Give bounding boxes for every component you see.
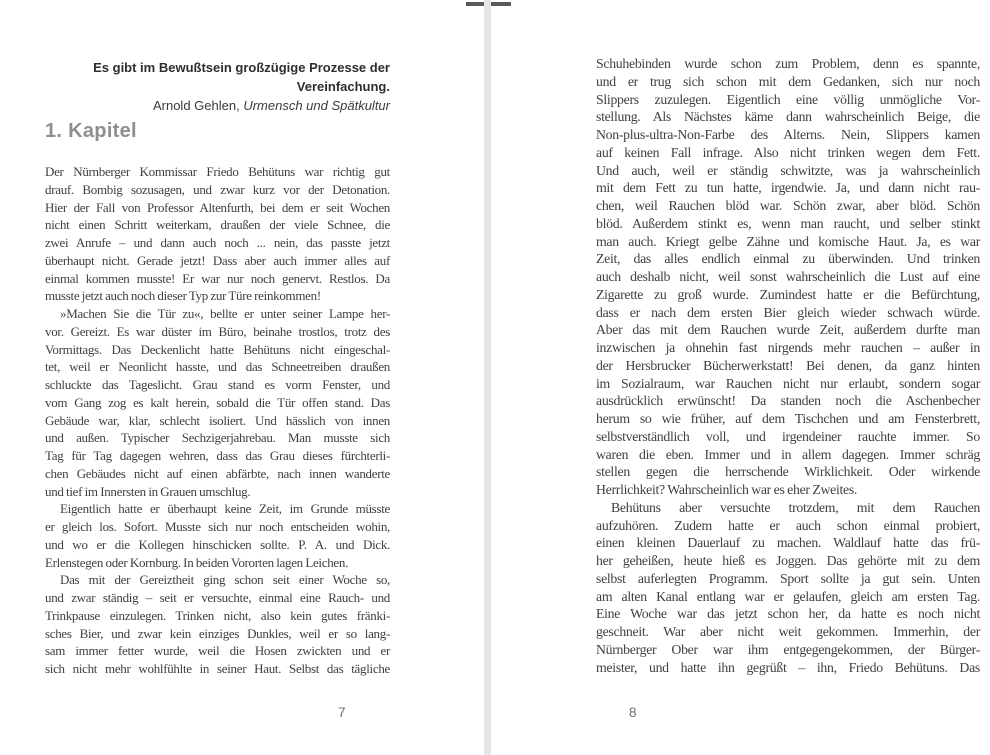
text-line: man auch. Kriegt gelbe Zähne und komische Haut. Ja, es war [596,233,980,249]
text-line: nicht einen Schritt weiterkam, draußen der viele Schnee, die [45,217,390,233]
body-paragraph [45,305,390,500]
text-line: Der Nürnberger Kommissar Friedo Behütuns war richtig gut [45,164,390,179]
text-line: stellen gegen die herrschende Wirklichkeit. Oder wirkende [596,464,980,480]
text-line: überhaupt nicht. Gerade jetzt! Dass aber auch immer alles auf [45,252,390,268]
text-line: drauf. Bombig sozusagen, und zwar kurz vor der Detonation. [45,181,390,197]
body-paragraph [45,163,390,305]
text-line: Erlenstegen oder Kornburg. In beiden Vororten lagen Leichen. [45,554,349,570]
text-line: waren die eben. Immer und in allem dagegen. Immer schräg [596,446,980,462]
text-line: herum so wie früher, auf dem Tischchen und am Fensterbrett, [596,411,980,426]
text-line: Eigentlich hatte er überhaupt keine Zeit, im Grunde müsste [60,501,390,517]
text-line: Gebäude war, klar, schlecht isoliert. Und hässlich von innen [45,412,390,428]
text-line: im Sozialraum, war Rauchen nicht nur erlaubt, sondern sogar [596,375,980,391]
epigraph-work-title: Urmensch und Spätkultur [243,98,390,113]
text-line: chen Gebäudes nicht auf einen abfärbte, nach innen wanderte [45,465,390,481]
text-line: Aber das mit dem Rauchen wurde Zeit, außerdem durfte man [596,322,980,338]
text-line: selbst auferlegten Programm. Sport sollte ja gut sein. Unten [596,570,980,586]
left-page [45,0,390,755]
text-line: Nürnberger Ober war ihm entgegengekommen, der Bürger- [596,641,980,657]
text-line: mit dem Fett zu tun hatte, irgendwie. Ja, und dann nicht rau- [596,180,980,196]
text-line: einmal kommen musste! Er war nur noch genervt. Restlos. Da [45,270,390,286]
epigraph-quote: Es gibt im Bewußtsein großzügige Prozesse der Vereinfachung. [93,60,390,94]
body-paragraph [596,55,980,499]
text-line: her geheißen, heute hieß es Joggen. Das gehörte mit zu dem [596,553,980,568]
text-line: Behütuns aber versuchte trotzdem, mit dem Rauchen [611,499,980,515]
text-line: dass er nach dem ersten Bier gleich wieder schwach würde. [596,304,980,320]
page-number-right: 8 [629,705,637,720]
text-line: und wo er die Kollegen hinschicken sollte. P. A. und Dick. [45,536,390,552]
text-line: und außen. Typischer Sechzigerjahrebau. Man musste sich [45,430,390,446]
text-line: Hier der Fall von Professor Altenfurth, bei dem er seit Wochen [45,199,390,215]
text-line: Vormittags. Das Deckenlicht hatte Behütuns nicht eingeschal- [45,341,390,357]
text-line: am alten Kanal entlang war er gelaufen, gleich am ersten Tag. [596,588,980,604]
text-line: »Machen Sie die Tür zu«, bellte er unter seiner Lampe her- [60,306,390,321]
text-line: Herrlichkeit? Wahrscheinlich war es eher Zweites. [596,482,858,497]
epigraph [45,58,390,115]
text-line: vom Gang zog es kalt herein, sobald die Tür offen stand. Das [45,394,390,410]
text-line: und tief im Innersten in Grauen umschlug. [45,483,251,499]
text-line: Schuhebinden wurde schon zum Problem, denn es spannte, [596,56,980,71]
text-line: der Hersbrucker Bücherwerkstatt! Bei denen, da ganz hinten [596,357,980,373]
text-line: Trinkpause einzulegen. Trinken nicht, also kein gutes fränki- [45,607,390,623]
text-line: blöd. Außerdem stinkt es, wenn man raucht, und selber stinkt [596,215,980,231]
text-line: Zeit, das alles endlich einmal zu überwinden. Und trinken [596,251,980,267]
text-line: auf keinen Fall infrage. Also nicht trinken wegen dem Fett. [596,144,980,160]
text-line: Slippers zuzulegen. Eigentlich eine völlig unmögliche Vor- [596,91,980,107]
text-line: geschneit. War aber nicht weit gekommen. Immerhin, der [596,624,980,639]
text-line: auch deshalb nicht, weil sonst wahrscheinlich die Lust auf eine [596,269,980,284]
body-paragraph [596,499,980,677]
text-line: Und auch, weil er ständig schwitzte, was ja wahrscheinlich [596,162,980,178]
text-line: chen, weil Rauchen blöd war. Schön zwar, aber blöd. Schön [596,198,980,213]
text-line: aufzuhören. Zudem hatte er auch schon einmal probiert, [596,517,980,533]
text-line: sam immer fetter wurde, weil die Hosen zwickten und er [45,643,390,659]
text-line: tet, weil er Neonlicht hasste, und das Schneetreiben draußen [45,359,390,375]
text-line: sich nicht mehr wohlfühlte in seiner Haut. Selbst das tägliche [45,661,390,676]
chapter-heading: 1. Kapitel [45,120,137,142]
text-line: selbstverständlich voll, und irgendeiner rauchte immer. So [596,428,980,444]
text-line: vor. Gereizt. Es war düster im Büro, beinahe trostlos, trotz des [45,323,390,339]
page-number-left: 7 [338,705,346,720]
text-line: stellung. Als Nächstes käme dann wahrscheinlich Beige, die [596,109,980,125]
right-page [596,0,980,755]
page-gutter-divider [484,0,491,755]
text-line: Tag für Tag dagegen wehren, dass das Grau dieses fürchterli- [45,448,390,463]
text-line: Zigarette zu groß wurde. Zumindest hatte er die Befürchtung, [596,286,980,302]
text-line: und zwar ständig – seit er versuchte, einmal eine Rauch- und [45,590,390,605]
body-paragraph [45,571,390,678]
body-paragraph [45,500,390,571]
epigraph-author: Arnold Gehlen, [152,98,244,113]
text-line: einen kleinen Dauerlauf zu machen. Waldlauf hatte das frü- [596,535,980,551]
text-line: zwei Anrufe – und dann auch noch ... nein, das passte jetzt [45,235,390,250]
text-line: schluckte das Tageslicht. Grau stand es vorm Fenster, und [45,377,390,392]
text-line: Non-plus-ultra-Non-Farbe des Alterns. Nein, Slippers kamen [596,127,980,142]
text-line: er gleich los. Sofort. Musste sich nur noch entscheiden wohin, [45,519,390,534]
right-page-body [596,55,980,676]
text-line: Eine Woche war das jetzt schon her, da hatte es noch nicht [596,606,980,622]
text-line: Das mit der Gereiztheit ging schon seit einer Woche so, [60,572,390,588]
text-line: meister, und hatte ihn gegrüßt – ihn, Friedo Behütuns. Das [596,659,980,675]
epigraph-attribution [45,96,390,115]
text-line: ausdrücklich erwünscht! Da standen noch die Aschenbecher [596,393,980,409]
text-line: musste jetzt auch noch dieser Typ zur Türe reinkommen! [45,288,321,304]
text-line: inzwischen ja ohnehin fast nirgends mehr rauchen – außer in [596,340,980,355]
left-page-body [45,163,390,678]
text-line: sches Bier, und zwar kein einziges Dunkles, weil er so lang- [45,625,390,641]
text-line: und er trug sich schon mit dem Gedanken, sich nur noch [596,73,980,89]
